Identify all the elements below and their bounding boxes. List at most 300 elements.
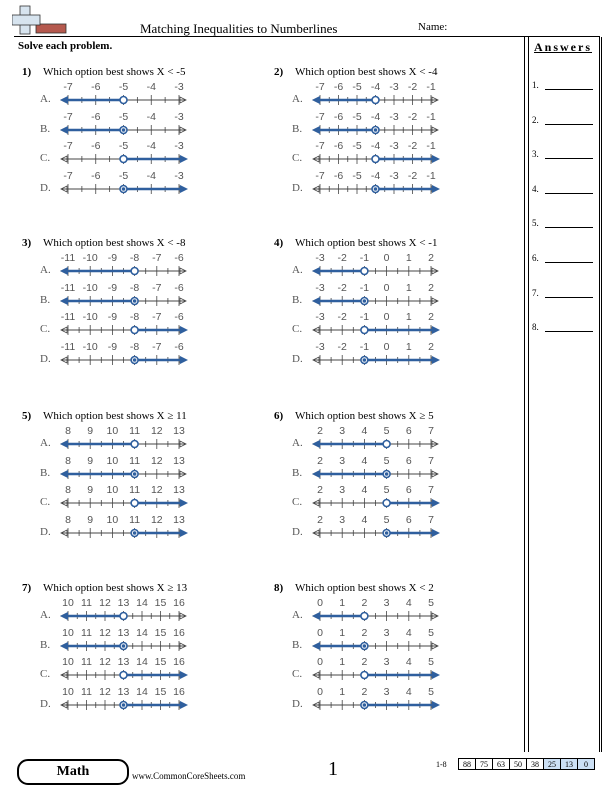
tick-label: -4: [146, 110, 156, 123]
tick-label: 0: [317, 626, 323, 639]
score-cell: 50: [510, 759, 527, 770]
tick-label: -11: [60, 252, 76, 264]
tick-label: -10: [82, 311, 98, 323]
number-line[interactable]: [308, 81, 444, 111]
answer-label: 6.: [532, 253, 539, 263]
ray-arrowhead: [312, 642, 320, 650]
tick-label: 0: [317, 656, 323, 668]
number-line[interactable]: [56, 140, 192, 170]
number-line[interactable]: [308, 455, 444, 485]
tick-label: 11: [129, 484, 141, 496]
score-cell: 63: [493, 759, 510, 770]
tick-label: -9: [107, 281, 118, 294]
number-line[interactable]: [308, 656, 444, 686]
tick-label: 11: [81, 626, 92, 639]
tick-label: -3: [315, 252, 325, 264]
tick-label: 13: [173, 513, 185, 526]
option-letter: A.: [292, 609, 303, 621]
tick-label: -8: [129, 252, 140, 264]
tick-label: 11: [81, 597, 92, 609]
tick-label: 5: [383, 513, 390, 526]
option-letter: A.: [292, 264, 303, 276]
ray-arrowhead: [60, 267, 68, 275]
problem-number: 2): [274, 66, 284, 78]
tick-label: 4: [361, 513, 368, 526]
option-letter: D.: [292, 181, 303, 194]
tick-label: -3: [174, 81, 184, 93]
tick-label: 11: [129, 454, 141, 467]
option-letter: C.: [40, 152, 51, 164]
tick-label: -7: [63, 81, 73, 93]
tick-label: -1: [359, 252, 370, 264]
tick-label: 5: [428, 626, 434, 639]
tick-label: 7: [428, 425, 434, 437]
closed-point-fill: [363, 358, 367, 362]
tick-label: 15: [154, 597, 167, 609]
number-line[interactable]: [308, 252, 444, 282]
number-line[interactable]: [56, 311, 192, 341]
tick-label: -1: [426, 110, 436, 123]
closed-point-fill: [133, 358, 137, 362]
tick-label: 2: [428, 311, 434, 323]
number-line[interactable]: [308, 514, 444, 544]
closed-point-fill: [385, 472, 389, 476]
ray-arrowhead: [312, 297, 320, 305]
tick-label: -6: [333, 81, 344, 93]
score-cell: 25: [544, 759, 561, 770]
tick-label: 13: [173, 425, 185, 437]
tick-label: -11: [60, 340, 76, 353]
score-range: 1-8: [436, 760, 447, 769]
tick-label: -6: [91, 140, 101, 152]
tick-label: 9: [87, 425, 94, 437]
closed-point-fill: [363, 299, 367, 303]
tick-label: -6: [174, 340, 184, 353]
closed-point-fill: [133, 531, 137, 535]
option-letter: A.: [40, 609, 51, 621]
option-letter: B.: [40, 638, 51, 651]
number-line[interactable]: [308, 170, 444, 200]
option-letter: C.: [292, 668, 303, 680]
tick-label: 16: [173, 597, 185, 609]
number-line[interactable]: [308, 686, 444, 716]
tick-label: -1: [359, 311, 370, 323]
number-line[interactable]: [308, 282, 444, 312]
ray-arrowhead: [180, 185, 188, 193]
tick-label: -3: [389, 110, 399, 123]
tick-label: -9: [107, 340, 118, 353]
tick-label: 2: [361, 597, 368, 609]
number-line[interactable]: [308, 111, 444, 141]
ray-arrowhead: [60, 440, 68, 448]
number-line[interactable]: [308, 311, 444, 341]
number-line[interactable]: [56, 627, 192, 657]
tick-label: 1: [339, 597, 346, 609]
tick-label: -8: [129, 281, 140, 294]
tick-label: 1: [339, 656, 346, 668]
number-line[interactable]: [56, 81, 192, 111]
ray-arrowhead: [180, 701, 188, 709]
option-letter: A.: [40, 437, 51, 449]
tick-label: 10: [62, 626, 74, 639]
problem-question: Which option best shows X < -5: [43, 66, 186, 78]
number-line[interactable]: [308, 597, 444, 627]
score-cell: 88: [459, 759, 476, 770]
number-line[interactable]: [56, 484, 192, 514]
tick-label: 5: [428, 597, 434, 609]
open-point: [361, 327, 368, 334]
tick-label: -5: [352, 140, 362, 152]
tick-label: 1: [405, 281, 412, 294]
tick-label: -9: [107, 311, 118, 323]
tick-label: -5: [118, 81, 129, 93]
tick-label: 16: [173, 685, 185, 698]
tick-label: 2: [317, 425, 323, 437]
tick-label: -3: [389, 81, 399, 93]
tick-label: -6: [91, 169, 101, 182]
tick-label: 0: [383, 340, 390, 353]
tick-label: 1: [405, 252, 412, 264]
option-letter: C.: [292, 496, 303, 508]
tick-label: -7: [315, 110, 325, 123]
ray-arrowhead: [312, 126, 320, 134]
option-letter: D.: [40, 352, 51, 365]
problem-question: Which option best shows X ≥ 5: [295, 410, 434, 422]
open-point: [383, 441, 390, 448]
tick-label: 6: [405, 425, 412, 437]
tick-label: -6: [174, 281, 184, 294]
ray-arrowhead: [180, 671, 188, 679]
tick-label: 4: [405, 685, 412, 698]
number-line[interactable]: [56, 341, 192, 371]
tick-label: -10: [82, 340, 98, 353]
closed-point-fill: [374, 187, 378, 191]
tick-label: 5: [383, 484, 390, 496]
tick-label: -4: [370, 110, 381, 123]
score-table: [458, 758, 595, 770]
ray-arrowhead: [432, 529, 440, 537]
open-point: [131, 500, 138, 507]
open-point: [131, 441, 138, 448]
tick-label: 16: [173, 626, 185, 639]
tick-label: -10: [82, 281, 98, 294]
option-letter: A.: [40, 264, 51, 276]
tick-label: 7: [428, 454, 434, 467]
tick-label: 13: [117, 626, 130, 639]
tick-label: -9: [107, 252, 118, 264]
tick-label: -7: [315, 140, 325, 152]
tick-label: 10: [62, 685, 74, 698]
tick-label: 4: [405, 656, 412, 668]
tick-label: -4: [146, 169, 156, 182]
tick-label: 8: [65, 513, 71, 526]
tick-label: 2: [361, 626, 368, 639]
tick-label: -7: [152, 311, 162, 323]
ray-arrowhead: [180, 529, 188, 537]
tick-label: 3: [383, 656, 390, 668]
ray-arrowhead: [180, 499, 188, 507]
tick-label: -11: [60, 281, 76, 294]
tick-label: 14: [136, 656, 148, 668]
ray-arrowhead: [432, 326, 440, 334]
answer-blank[interactable]: [545, 227, 593, 228]
tick-label: -2: [337, 311, 347, 323]
tick-label: 12: [150, 454, 163, 467]
number-line[interactable]: [56, 425, 192, 455]
tick-label: -8: [129, 311, 140, 323]
problem-question: Which option best shows X ≥ 11: [43, 410, 187, 422]
open-point: [361, 672, 368, 679]
instructions: Solve each problem.: [18, 40, 113, 52]
ray-arrowhead: [60, 612, 68, 620]
tick-label: 2: [428, 252, 434, 264]
tick-label: 2: [361, 656, 368, 668]
logo: [12, 4, 68, 36]
tick-label: 4: [405, 597, 412, 609]
tick-label: -8: [129, 340, 140, 353]
closed-point-fill: [385, 531, 389, 535]
closed-point-fill: [374, 128, 378, 132]
option-letter: B.: [40, 466, 51, 479]
answer-label: 5.: [532, 218, 539, 229]
tick-label: 2: [317, 454, 323, 467]
closed-point-fill: [133, 472, 137, 476]
ray-arrowhead: [60, 297, 68, 305]
problem-question: Which option best shows X < 2: [295, 582, 434, 594]
answers-column: [524, 37, 602, 752]
option-letter: B.: [40, 122, 51, 135]
number-line[interactable]: [56, 455, 192, 485]
problem-number: 5): [22, 410, 32, 422]
tick-label: 12: [150, 484, 163, 496]
answer-blank[interactable]: [545, 262, 593, 263]
ray-arrowhead: [432, 671, 440, 679]
tick-label: -6: [333, 110, 344, 123]
number-line[interactable]: [308, 425, 444, 455]
number-line[interactable]: [56, 111, 192, 141]
option-letter: B.: [292, 466, 303, 479]
problem-number: 8): [274, 582, 284, 594]
closed-point-fill: [363, 703, 367, 707]
option-letter: B.: [292, 638, 303, 651]
number-line[interactable]: [308, 484, 444, 514]
number-line[interactable]: [56, 514, 192, 544]
open-point: [120, 97, 127, 104]
ray-arrowhead: [432, 155, 440, 163]
answers-heading: Answers: [534, 40, 592, 54]
tick-label: 13: [117, 656, 130, 668]
answer-label: 4.: [532, 183, 539, 194]
tick-label: 4: [361, 484, 368, 496]
ray-arrowhead: [60, 126, 68, 134]
page-number: 1: [328, 758, 338, 780]
option-letter: B.: [292, 122, 303, 135]
tick-label: -7: [63, 140, 73, 152]
number-line[interactable]: [56, 282, 192, 312]
open-point: [372, 156, 379, 163]
tick-label: -3: [174, 169, 184, 182]
tick-label: 15: [154, 656, 167, 668]
tick-label: 7: [428, 484, 434, 496]
option-letter: D.: [40, 697, 51, 710]
open-point: [361, 613, 368, 620]
tick-label: 12: [99, 656, 111, 668]
tick-label: 1: [405, 311, 412, 323]
tick-label: 9: [87, 454, 94, 467]
closed-point-fill: [122, 644, 126, 648]
tick-label: 11: [129, 425, 141, 437]
tick-label: 0: [383, 252, 390, 264]
tick-label: -6: [174, 252, 184, 264]
tick-label: 2: [361, 685, 368, 698]
number-line[interactable]: [56, 252, 192, 282]
answer-blank[interactable]: [545, 331, 593, 332]
tick-label: -7: [152, 340, 162, 353]
ray-arrowhead: [312, 470, 320, 478]
ray-arrowhead: [60, 470, 68, 478]
open-point: [131, 268, 138, 275]
tick-label: 3: [339, 484, 346, 496]
tick-label: -4: [370, 169, 381, 182]
ray-arrowhead: [432, 185, 440, 193]
problem-number: 7): [22, 582, 32, 594]
open-point: [120, 672, 127, 679]
ray-arrowhead: [180, 356, 188, 364]
tick-label: -7: [63, 110, 73, 123]
tick-label: -4: [146, 140, 156, 152]
number-line[interactable]: [56, 656, 192, 686]
tick-label: 1: [339, 685, 346, 698]
tick-label: 11: [129, 513, 141, 526]
tick-label: -2: [407, 110, 418, 123]
tick-label: 15: [154, 685, 167, 698]
tick-label: 8: [65, 484, 71, 496]
answer-label: 7.: [532, 287, 539, 298]
option-letter: A.: [292, 437, 303, 449]
problem-number: 1): [22, 66, 32, 78]
answer-label: 8.: [532, 322, 539, 333]
tick-label: 0: [383, 281, 390, 294]
number-line[interactable]: [56, 170, 192, 200]
answer-blank[interactable]: [545, 89, 593, 90]
score-cell: 75: [476, 759, 493, 770]
tick-label: 12: [150, 513, 163, 526]
tick-label: 2: [317, 513, 323, 526]
tick-label: 13: [117, 597, 130, 609]
tick-label: 3: [339, 454, 346, 467]
ray-arrowhead: [432, 356, 440, 364]
footer-brand: Math: [17, 759, 129, 785]
tick-label: 2: [317, 484, 323, 496]
tick-label: -5: [118, 140, 129, 152]
ray-arrowhead: [60, 642, 68, 650]
tick-label: -3: [315, 281, 325, 294]
tick-label: 10: [62, 597, 74, 609]
tick-label: -3: [315, 340, 325, 353]
problem-question: Which option best shows X < -1: [295, 237, 438, 249]
tick-label: -5: [352, 110, 362, 123]
tick-label: -2: [407, 140, 418, 152]
tick-label: 12: [99, 685, 111, 698]
problem-question: Which option best shows X < -4: [295, 66, 438, 78]
tick-label: -6: [91, 110, 101, 123]
tick-label: -10: [82, 252, 98, 264]
score-cell: 38: [527, 759, 544, 770]
tick-label: -6: [174, 311, 184, 323]
tick-label: 10: [106, 484, 119, 496]
tick-label: 0: [317, 597, 323, 609]
option-letter: C.: [292, 323, 303, 335]
tick-label: 6: [405, 513, 412, 526]
tick-label: 5: [383, 454, 390, 467]
tick-label: 3: [339, 425, 346, 437]
number-line[interactable]: [308, 341, 444, 371]
tick-label: 14: [136, 626, 148, 639]
tick-label: 12: [99, 597, 111, 609]
option-letter: A.: [40, 93, 51, 105]
tick-label: 5: [383, 425, 390, 437]
score-cell: 0: [578, 759, 595, 770]
tick-label: -1: [359, 281, 370, 294]
closed-point-fill: [122, 703, 126, 707]
closed-point-fill: [133, 299, 137, 303]
tick-label: -2: [337, 340, 347, 353]
number-line[interactable]: [308, 627, 444, 657]
answer-blank[interactable]: [545, 158, 593, 159]
tick-label: 3: [383, 597, 390, 609]
open-point: [120, 613, 127, 620]
tick-label: 1: [405, 340, 412, 353]
tick-label: 3: [339, 513, 346, 526]
tick-label: -1: [426, 140, 436, 152]
tick-label: 0: [317, 685, 323, 698]
number-line[interactable]: [56, 686, 192, 716]
answer-blank[interactable]: [545, 124, 593, 125]
tick-label: -5: [118, 110, 129, 123]
ray-arrowhead: [180, 155, 188, 163]
tick-label: -2: [337, 281, 347, 294]
tick-label: 8: [65, 425, 71, 437]
tick-label: 12: [99, 626, 111, 639]
tick-label: 8: [65, 454, 71, 467]
option-letter: A.: [292, 93, 303, 105]
ray-arrowhead: [312, 440, 320, 448]
answer-blank[interactable]: [545, 297, 593, 298]
tick-label: 10: [106, 454, 119, 467]
page-title: Matching Inequalities to Numberlines: [140, 21, 338, 36]
tick-label: -11: [60, 311, 76, 323]
tick-label: 13: [173, 454, 185, 467]
open-point: [361, 268, 368, 275]
tick-label: -4: [370, 81, 381, 93]
tick-label: 16: [173, 656, 185, 668]
tick-label: 10: [106, 425, 119, 437]
tick-label: -6: [333, 140, 344, 152]
tick-label: -3: [174, 140, 184, 152]
tick-label: 9: [87, 484, 94, 496]
tick-label: -5: [352, 81, 362, 93]
tick-label: -1: [426, 81, 436, 93]
tick-label: 13: [117, 685, 130, 698]
answer-label: 2.: [532, 114, 539, 125]
answer-blank[interactable]: [545, 193, 593, 194]
option-letter: D.: [292, 525, 303, 538]
closed-point-fill: [122, 128, 126, 132]
ray-arrowhead: [312, 612, 320, 620]
tick-label: 4: [361, 425, 368, 437]
number-line[interactable]: [308, 140, 444, 170]
number-line[interactable]: [56, 597, 192, 627]
